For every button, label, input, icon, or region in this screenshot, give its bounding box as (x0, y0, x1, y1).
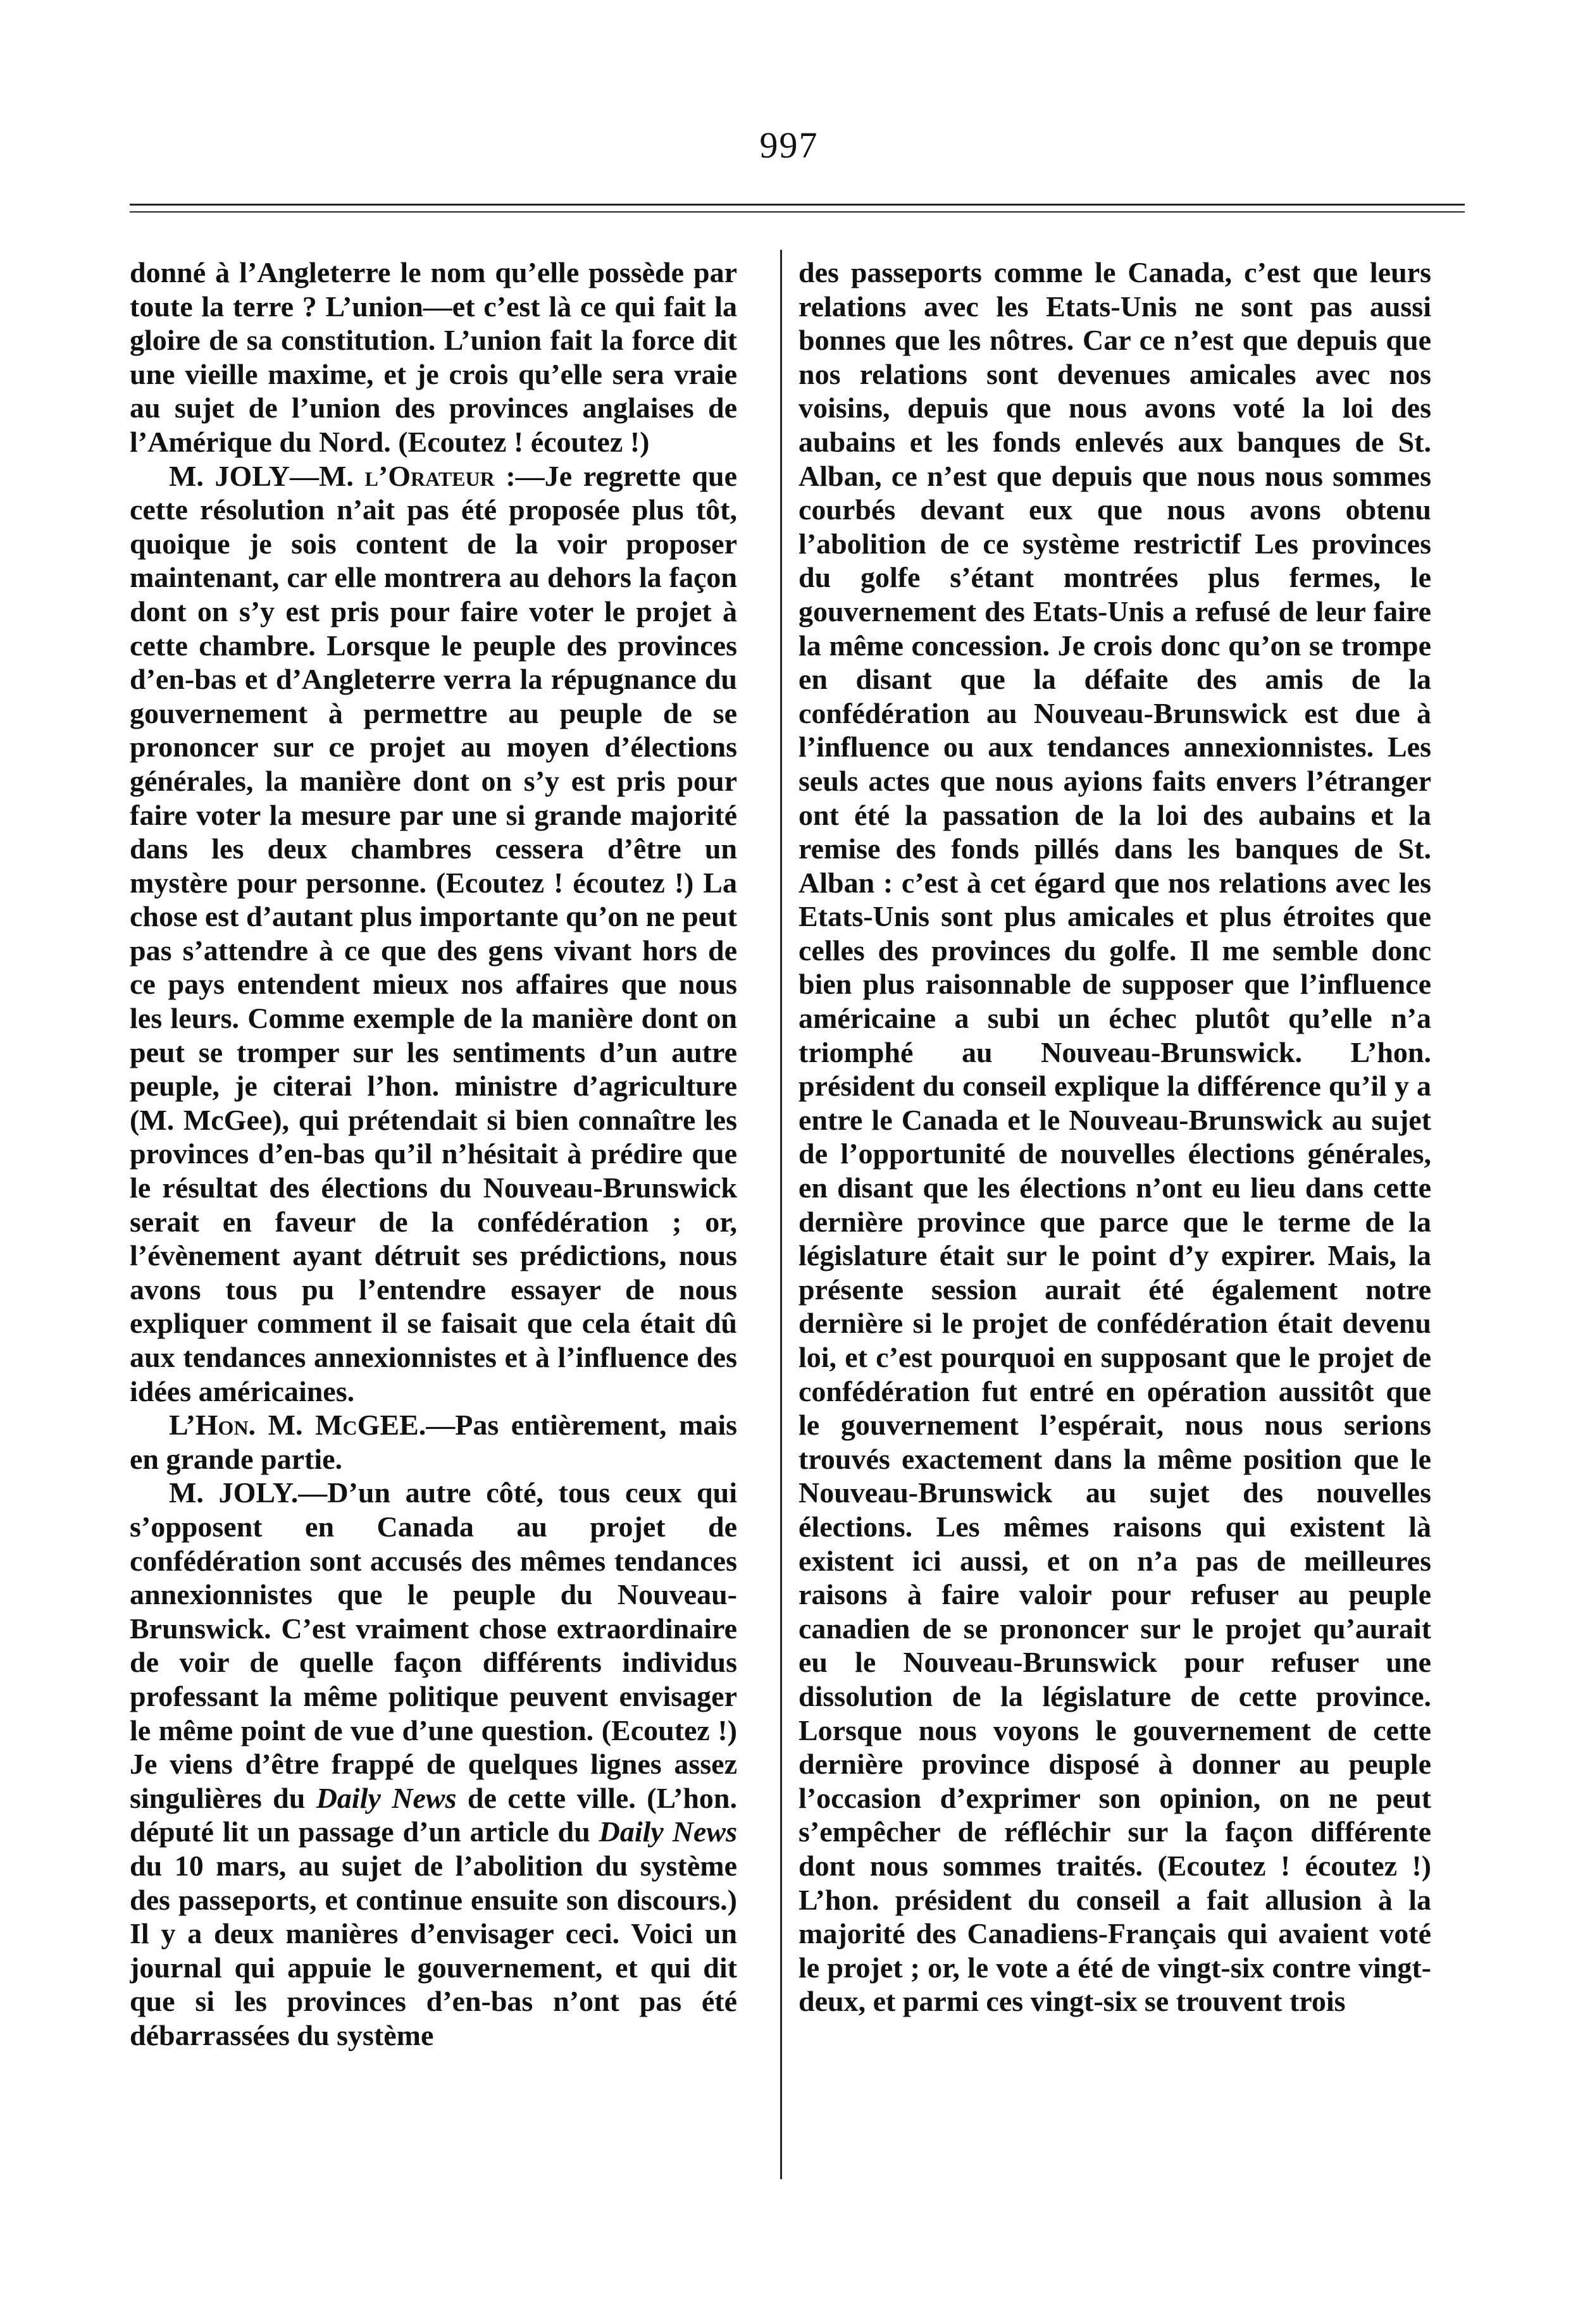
speaker-name: M. JOLY—M. l’Orateur :— (169, 459, 545, 492)
header-rule-thin (130, 211, 1465, 213)
paragraph-text: du 10 mars, au sujet de l’abolition du système des passeports, et continue ensuite son discours.) Il y a deux manières d’envisager ceci. Voici un journal qui appuie le gouvernement, et qui dit que si les provinces d’en-bas n’ont pas été débarrassées du système (130, 1849, 737, 2051)
paragraph-text: Je regrette que cette résolution n’ait pas été proposée plus tôt, quoique je sois content de la voir proposer maintenant, car elle montrera au dehors la façon dont on s’y est pris pour faire voter le projet à cette chambre. Lorsque le peuple des provinces d’en-bas et d’Angleterre verra la répugnance du gouvernement à permettre au peuple de se prononcer sur ce projet au moyen d’élections générales, la manière dont on s’y est pris pour faire voter la mesure par une si grande majorité dans les deux chambres cessera d’être un mystère pour personne. (Ecoutez ! écoutez !) La chose est d’autant plus importante qu’on ne peut pas s’attendre à ce que des gens vivant hors de ce pays entendent mieux nos affaires que nous les leurs. Comme exemple de la manière dont on peut se tromper sur les sentiments d’un autre peuple, je citerai l’hon. ministre d’agriculture (M. McGee), qui prétendait si bien connaître les provinces d’en-bas qu’il n’hésitait à prédire que le résultat des élections du Nouveau-Brunswick serait en faveur de la confédération ; or, l’évènement ayant détruit ses prédictions, nous avons tous pu l’entendre essayer de nous expliquer comment il se faisait que cela était dû aux tendances annexionnistes et à l’influence des idées américaines. (130, 459, 737, 1407)
newspaper-title: Daily News (599, 1815, 737, 1848)
paragraph: des passeports comme le Canada, c’est que leurs relations avec les Etats-Unis ne sont pas aussi bonnes que les nôtres. Car ce n’est que depuis que nos relations sont devenues amicales avec nos voisins, depuis que nous avons voté la loi des aubains et les fonds enlevés aux banques de St. Alban, ce n’est que depuis que nous nous sommes courbés devant eux que nous avons obtenu l’abolition de ce système restrictif Les provinces du golfe s’étant montrées plus fermes, le gouvernement des Etats-Unis a refusé de leur faire la même concession. Je crois donc qu’on se trompe en disant que la défaite des amis de la confédération au Nouveau-Brunswick est due à l’influence ou aux tendances annexionnistes. Les seuls actes que nous ayions faits envers l’étranger ont été la passation de la loi des aubains et la remise des fonds pillés dans les banques de St. Alban : c’est à cet égard que nos relations avec les Etats-Unis sont plus amicales et plus étroites que celles des provinces du golfe. Il me semble donc bien plus raisonnable de supposer que l’influence américaine a subi un échec plutôt qu’elle n’a triomphé au Nouveau-Brunswick. L’hon. président du conseil explique la différence qu’il y a entre le Canada et le Nouveau-Brunswick au sujet de l’opportunité de nouvelles élections générales, en disant que les élections n’ont eu lieu dans cette dernière province que parce que le terme de la législature était sur le point d’y expirer. Mais, la présente session aurait été également notre dernière si le projet de confédération était devenu loi, et c’est pourquoi en supposant que le projet de confédération fut entré en opération aussitôt que le gouvernement l’espérait, nous nous serions trouvés exactement dans la même position que le Nouveau-Brunswick au sujet des nouvelles élections. Les mêmes raisons qui existent là existent ici aussi, et on n’a pas de meilleures raisons à faire valoir pour refuser au peuple canadien de se prononcer sur le projet qu’aurait eu le Nouveau-Brunswick pour refuser une dissolution de la législature de cette province. Lorsque nous voyons le gouvernement de cette dernière province disposé à donner au peuple l’occasion d’exprimer son opinion, on ne peut s’empêcher de réfléchir sur la façon différente dont nous sommes traités. (Ecoutez ! écoutez !) L’hon. président du conseil a fait allusion à la majorité des Canadiens-Français qui avaient voté le projet ; or, le vote a été de vingt-six contre vingt-deux, et parmi ces vingt-six se trouvent trois (798, 256, 1431, 2018)
right-column (798, 256, 1431, 2179)
paragraph-text: D’un autre côté, tous ceux qui s’opposent en Canada au projet de confédération sont accusés des mêmes tendances annexionnistes que le peuple du Nouveau-Brunswick. C’est vraiment chose extraordinaire de voir de quelle façon différents individus professant la même politique peuvent envisager le même point de vue d’une question. (Ecoutez !) Je viens d’être frappé de quelques lignes assez singulières du (130, 1476, 737, 1814)
header-rule (130, 204, 1465, 206)
column-divider (780, 250, 782, 2179)
newspaper-title: Daily News (316, 1781, 457, 1814)
page-number: 997 (759, 125, 819, 166)
left-column (130, 256, 737, 2179)
paragraph (130, 1476, 737, 2052)
paragraph (130, 459, 737, 1409)
speaker-name: L’Hon. M. McGEE.— (169, 1409, 456, 1442)
paragraph-text: Pas entièrement, mais en grande partie. (130, 1409, 737, 1475)
paragraph (130, 1408, 737, 1476)
speaker-name: M. JOLY.— (169, 1476, 328, 1509)
paragraph: donné à l’Angleterre le nom qu’elle possède par toute la terre ? L’union—et c’est là ce qui fait la gloire de sa constitution. L’union fait la force dit une vieille maxime, et je crois qu’elle sera vraie au sujet de l’union des provinces anglaises de l’Amérique du Nord. (Ecoutez ! écoutez !) (130, 256, 737, 458)
paragraph-text: de cette ville. (L’hon. député lit un passage d’un article du (130, 1781, 737, 1848)
